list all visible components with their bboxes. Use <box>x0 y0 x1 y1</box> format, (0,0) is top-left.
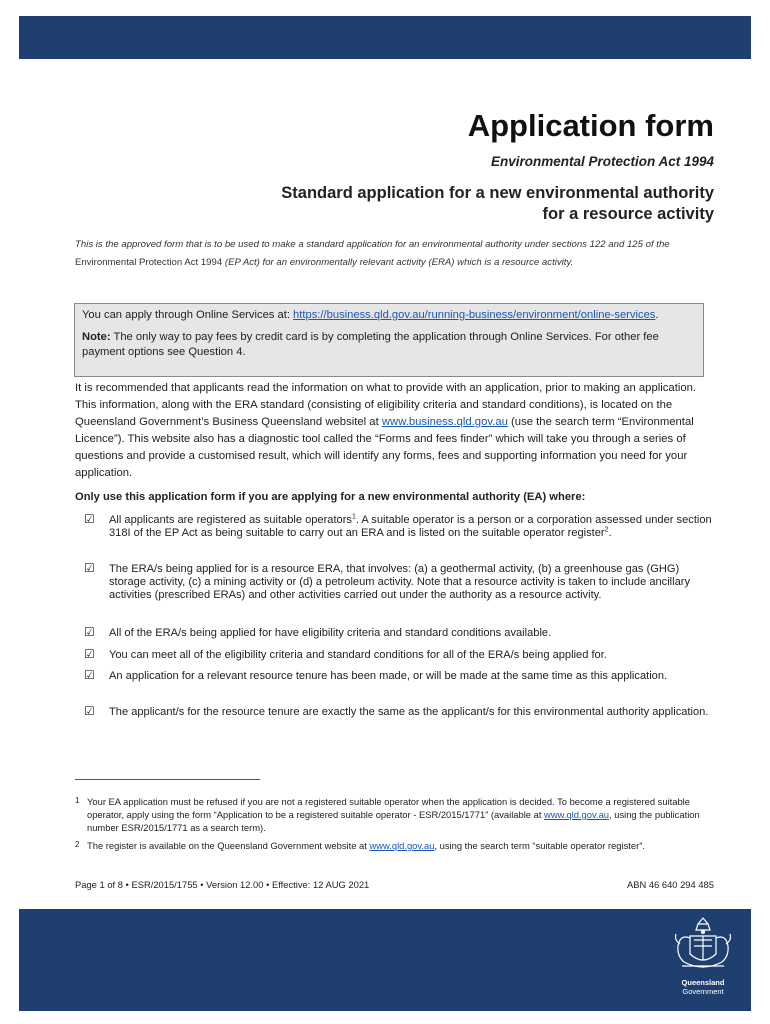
checked-box-icon: ☑ <box>84 668 95 682</box>
criterion-1-text-c: . <box>608 527 612 539</box>
logo-name: Queensland <box>681 978 725 987</box>
footnote-1 <box>75 795 715 834</box>
checked-box-icon: ☑ <box>84 561 95 575</box>
apply-end: . <box>655 309 659 321</box>
footnote-divider <box>75 779 260 780</box>
qld-gov-link[interactable]: www.qld.gov.au <box>544 809 610 820</box>
note-text: The only way to pay fees by credit card is by completing the application through Online Services. For other fee payment options see Question 4. <box>82 330 659 358</box>
act-name: Environmental Protection Act 1994 <box>490 154 714 169</box>
footnote-ref-1: 1 <box>351 513 356 521</box>
criterion-eligibility-available <box>84 627 714 640</box>
criterion-1-text-b: . A suitable operator is a person or a corporation assessed under section 318I of the EP Act as being suitable to carry out an ERA and is listed on the suitable operator register <box>109 514 712 539</box>
footnote-1-text-b: , using the publication number ESR/2015/1771 as a search term). <box>87 809 700 833</box>
qld-gov-link[interactable]: www.qld.gov.au <box>369 840 435 851</box>
criterion-text: An application for a relevant resource tenure has been made, or will be made at the same time as this application. <box>109 670 668 682</box>
footnote-2 <box>75 839 715 852</box>
queensland-government-logo <box>668 916 738 996</box>
footnote-number: 1 <box>75 796 80 805</box>
criterion-same-applicants <box>84 706 714 719</box>
footnote-2-text-a: The register is available on the Queensland Government website at <box>87 840 370 851</box>
subtitle-line-1: Standard application for a new environmental authority <box>281 184 714 202</box>
footnote-1-text-a: Your EA application must be refused if you are not a registered suitable operator when the application is decided. To become a registered suitable operator, apply using the form “Application to be a registered suitable operator - ESR/2015/1771” (available at <box>87 796 690 820</box>
footnote-2-text-b: , using the search term “suitable operator register”. <box>434 840 645 851</box>
apply-text: You can apply through Online Services at: <box>82 309 294 321</box>
criterion-resource-era <box>84 563 714 602</box>
abn-number: ABN 46 640 294 485 <box>626 879 714 890</box>
online-services-text <box>82 308 696 324</box>
only-use-heading: Only use this application form if you are applying for a new environmental authority (EA) where: <box>75 491 586 503</box>
coat-of-arms-icon <box>668 916 738 978</box>
intro-text-2: (EP Act) for an environmentally relevant activity (ERA) which is a resource activity. <box>222 256 574 268</box>
footnote-text <box>87 795 715 834</box>
criterion-text: The applicant/s for the resource tenure are exactly the same as the applicant/s for this environmental authority application. <box>109 706 709 718</box>
recommend-text-2: (use the search term “Environmental Licence”). This website also has a diagnostic tool called the “Forms and fees finder” which will take you through a series of questions and provide a customised result, which will identify any forms, fees and supporting information you need for your application. <box>75 416 694 479</box>
footnote-number: 2 <box>75 840 80 849</box>
page-title: Application form <box>467 108 714 143</box>
recommendation-paragraph <box>75 380 717 482</box>
criterion-1-text-a: All applicants are registered as suitable operators <box>109 514 352 526</box>
checked-box-icon: ☑ <box>84 704 95 718</box>
criterion-meet-conditions <box>84 649 714 662</box>
online-services-link[interactable]: https://business.qld.gov.au/running-business/environment/online-services <box>293 309 656 321</box>
subtitle-line-2: for a resource activity <box>542 205 714 223</box>
criterion-text: The ERA/s being applied for is a resource ERA, that involves: (a) a geothermal activity, (b) a greenhouse gas (GHG) storage activity, (c) a mining activity or (d) a petroleum activity. Note that a resource activity is taken to include ancillary activities (prescribed ERAs) and other activities carried out under the authority as a resource activity. <box>109 563 691 601</box>
note-label: Note: <box>82 330 111 343</box>
business-qld-link[interactable]: www.business.qld.gov.au <box>381 416 508 428</box>
criterion-text: You can meet all of the eligibility criteria and standard conditions for all of the ERA/s being applied for. <box>109 649 607 661</box>
criterion-suitable-operators <box>84 514 714 540</box>
intro-paragraph <box>75 236 715 271</box>
fee-note <box>82 330 696 361</box>
logo-government: Government <box>682 987 724 996</box>
checked-box-icon: ☑ <box>84 625 95 639</box>
page-info: Page 1 of 8 • ESR/2015/1755 • Version 12.00 • Effective: 12 AUG 2021 <box>75 879 370 890</box>
intro-act-name: Environmental Protection Act 1994 <box>75 256 223 268</box>
criterion-resource-tenure <box>84 670 714 683</box>
checked-box-icon: ☑ <box>84 647 95 661</box>
criterion-text: All of the ERA/s being applied for have eligibility criteria and standard conditions available. <box>109 627 552 639</box>
footnote-ref-2: 2 <box>604 526 609 534</box>
form-subtitle <box>154 183 714 225</box>
recommend-text-1: It is recommended that applicants read the information on what to provide with an application, prior to making an application. This information, along with the ERA standard (consisting of eligibility criteria and standard conditions), is located on the Queensland Government’s Business Queensland websitel at <box>75 382 697 428</box>
footer-banner <box>19 909 751 1011</box>
online-services-box <box>74 303 704 377</box>
intro-text-1: This is the approved form that is to be used to make a standard application for an environmental authority under sections 122 and 125 of the <box>75 239 670 250</box>
checked-box-icon: ☑ <box>84 512 95 526</box>
criterion-text <box>109 514 714 540</box>
footnote-text <box>87 839 715 852</box>
header-banner <box>19 16 751 59</box>
